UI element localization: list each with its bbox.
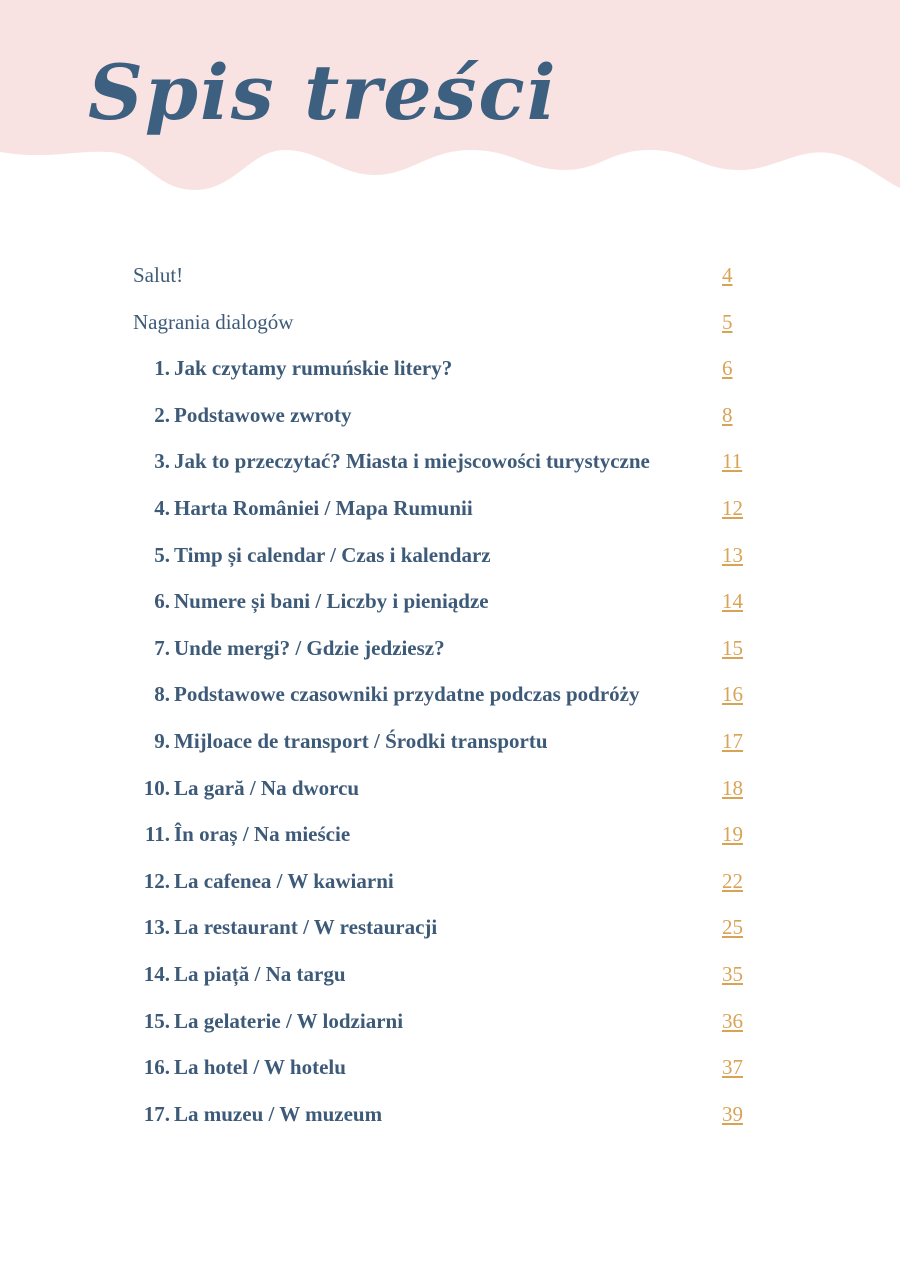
toc-entry-title: La gelaterie / W lodziarni [174, 1008, 404, 1033]
toc-entry-number: 15. [143, 1008, 170, 1033]
toc-entry-number: 1. [154, 356, 170, 381]
toc-entry-title: La hotel / W hotelu [174, 1055, 346, 1080]
toc-entry-number: 13. [143, 915, 170, 940]
toc-entry-title: Numere și bani / Liczby i pieniądze [174, 589, 489, 614]
toc-entry-title: La gară / Na dworcu [174, 775, 360, 800]
toc-entry[interactable] [0, 1003, 900, 1050]
toc-page-link[interactable]: 39 [722, 1101, 743, 1126]
toc-page-link[interactable]: 15 [722, 635, 743, 660]
toc-entry-number: 8. [154, 682, 170, 707]
toc-page-link[interactable]: 16 [722, 682, 743, 707]
toc-entry-title: La restaurant / W restauracji [174, 915, 438, 940]
toc-page-link[interactable]: 25 [722, 915, 743, 940]
table-of-contents [0, 257, 900, 1142]
toc-page-link[interactable]: 14 [722, 589, 743, 614]
toc-entry-number: 9. [154, 728, 170, 753]
toc-entry-number: 14. [143, 961, 170, 986]
toc-page-link[interactable]: 19 [722, 822, 743, 847]
toc-entry-number: 12. [143, 868, 170, 893]
toc-page-link[interactable]: 17 [722, 728, 743, 753]
toc-entry[interactable] [0, 770, 900, 817]
toc-entry-title: Timp și calendar / Czas i kalendarz [174, 542, 491, 567]
toc-page-link[interactable]: 4 [722, 263, 733, 287]
toc-entry-title: Podstawowe czasowniki przydatne podczas podróży [174, 682, 640, 707]
toc-entry-number: 4. [154, 495, 170, 520]
toc-entry-number: 6. [154, 589, 170, 614]
toc-entry[interactable] [0, 956, 900, 1003]
toc-entry[interactable] [0, 723, 900, 770]
toc-entry-title: Jak czytamy rumuńskie litery? [174, 356, 453, 381]
toc-page-link[interactable]: 6 [722, 356, 733, 381]
toc-entry[interactable] [0, 863, 900, 910]
toc-entry-title: Unde mergi? / Gdzie jedziesz? [174, 635, 445, 660]
toc-page-link[interactable]: 12 [722, 495, 743, 520]
toc-entry-title: În oraș / Na mieście [174, 822, 351, 847]
toc-page-link[interactable]: 37 [722, 1055, 743, 1080]
toc-entry-title: Podstawowe zwroty [174, 402, 352, 427]
toc-entry[interactable] [0, 1049, 900, 1096]
toc-page-link[interactable]: 35 [722, 961, 743, 986]
toc-entry-title: La piață / Na targu [174, 961, 346, 986]
toc-entry-title: La muzeu / W muzeum [174, 1101, 383, 1126]
toc-entry-title: Salut! [133, 263, 184, 287]
toc-entry-number: 11. [144, 822, 170, 847]
toc-page-link[interactable]: 36 [722, 1008, 743, 1033]
toc-page-link[interactable]: 22 [722, 868, 743, 893]
toc-page-link[interactable]: 18 [722, 775, 743, 800]
toc-entry-number: 10. [143, 775, 170, 800]
toc-entry[interactable] [0, 490, 900, 537]
toc-entry[interactable] [0, 630, 900, 677]
toc-entry-title: Jak to przeczytać? Miasta i miejscowości turystyczne [174, 449, 650, 474]
toc-entry[interactable] [0, 676, 900, 723]
toc-page-link[interactable]: 11 [722, 449, 743, 474]
toc-entry[interactable] [0, 909, 900, 956]
toc-page-link[interactable]: 13 [722, 542, 743, 567]
toc-page-link[interactable]: 8 [722, 402, 733, 427]
toc-entry[interactable] [0, 583, 900, 630]
toc-entry[interactable] [0, 1096, 900, 1143]
toc-page-link[interactable]: 5 [722, 309, 733, 334]
toc-entry-title: Nagrania dialogów [133, 309, 294, 334]
toc-entry-title: Harta României / Mapa Rumunii [174, 495, 473, 520]
toc-entry-number: 16. [143, 1055, 170, 1080]
toc-entry-number: 17. [143, 1101, 170, 1126]
page-title: Spis treści [88, 48, 558, 137]
toc-entry[interactable] [0, 816, 900, 863]
toc-entry-title: La cafenea / W kawiarni [174, 868, 394, 893]
toc-entry-number: 7. [154, 635, 170, 660]
toc-entry[interactable] [0, 397, 900, 444]
toc-entry[interactable] [0, 304, 900, 351]
toc-entry-number: 3. [154, 449, 170, 474]
toc-entry-number: 2. [154, 402, 170, 427]
toc-entry-number: 5. [154, 542, 170, 567]
toc-entry[interactable] [0, 537, 900, 584]
toc-entry-title: Mijloace de transport / Środki transportu [174, 728, 548, 753]
toc-entry[interactable] [0, 350, 900, 397]
toc-entry[interactable] [0, 443, 900, 490]
toc-entry[interactable] [0, 257, 900, 304]
